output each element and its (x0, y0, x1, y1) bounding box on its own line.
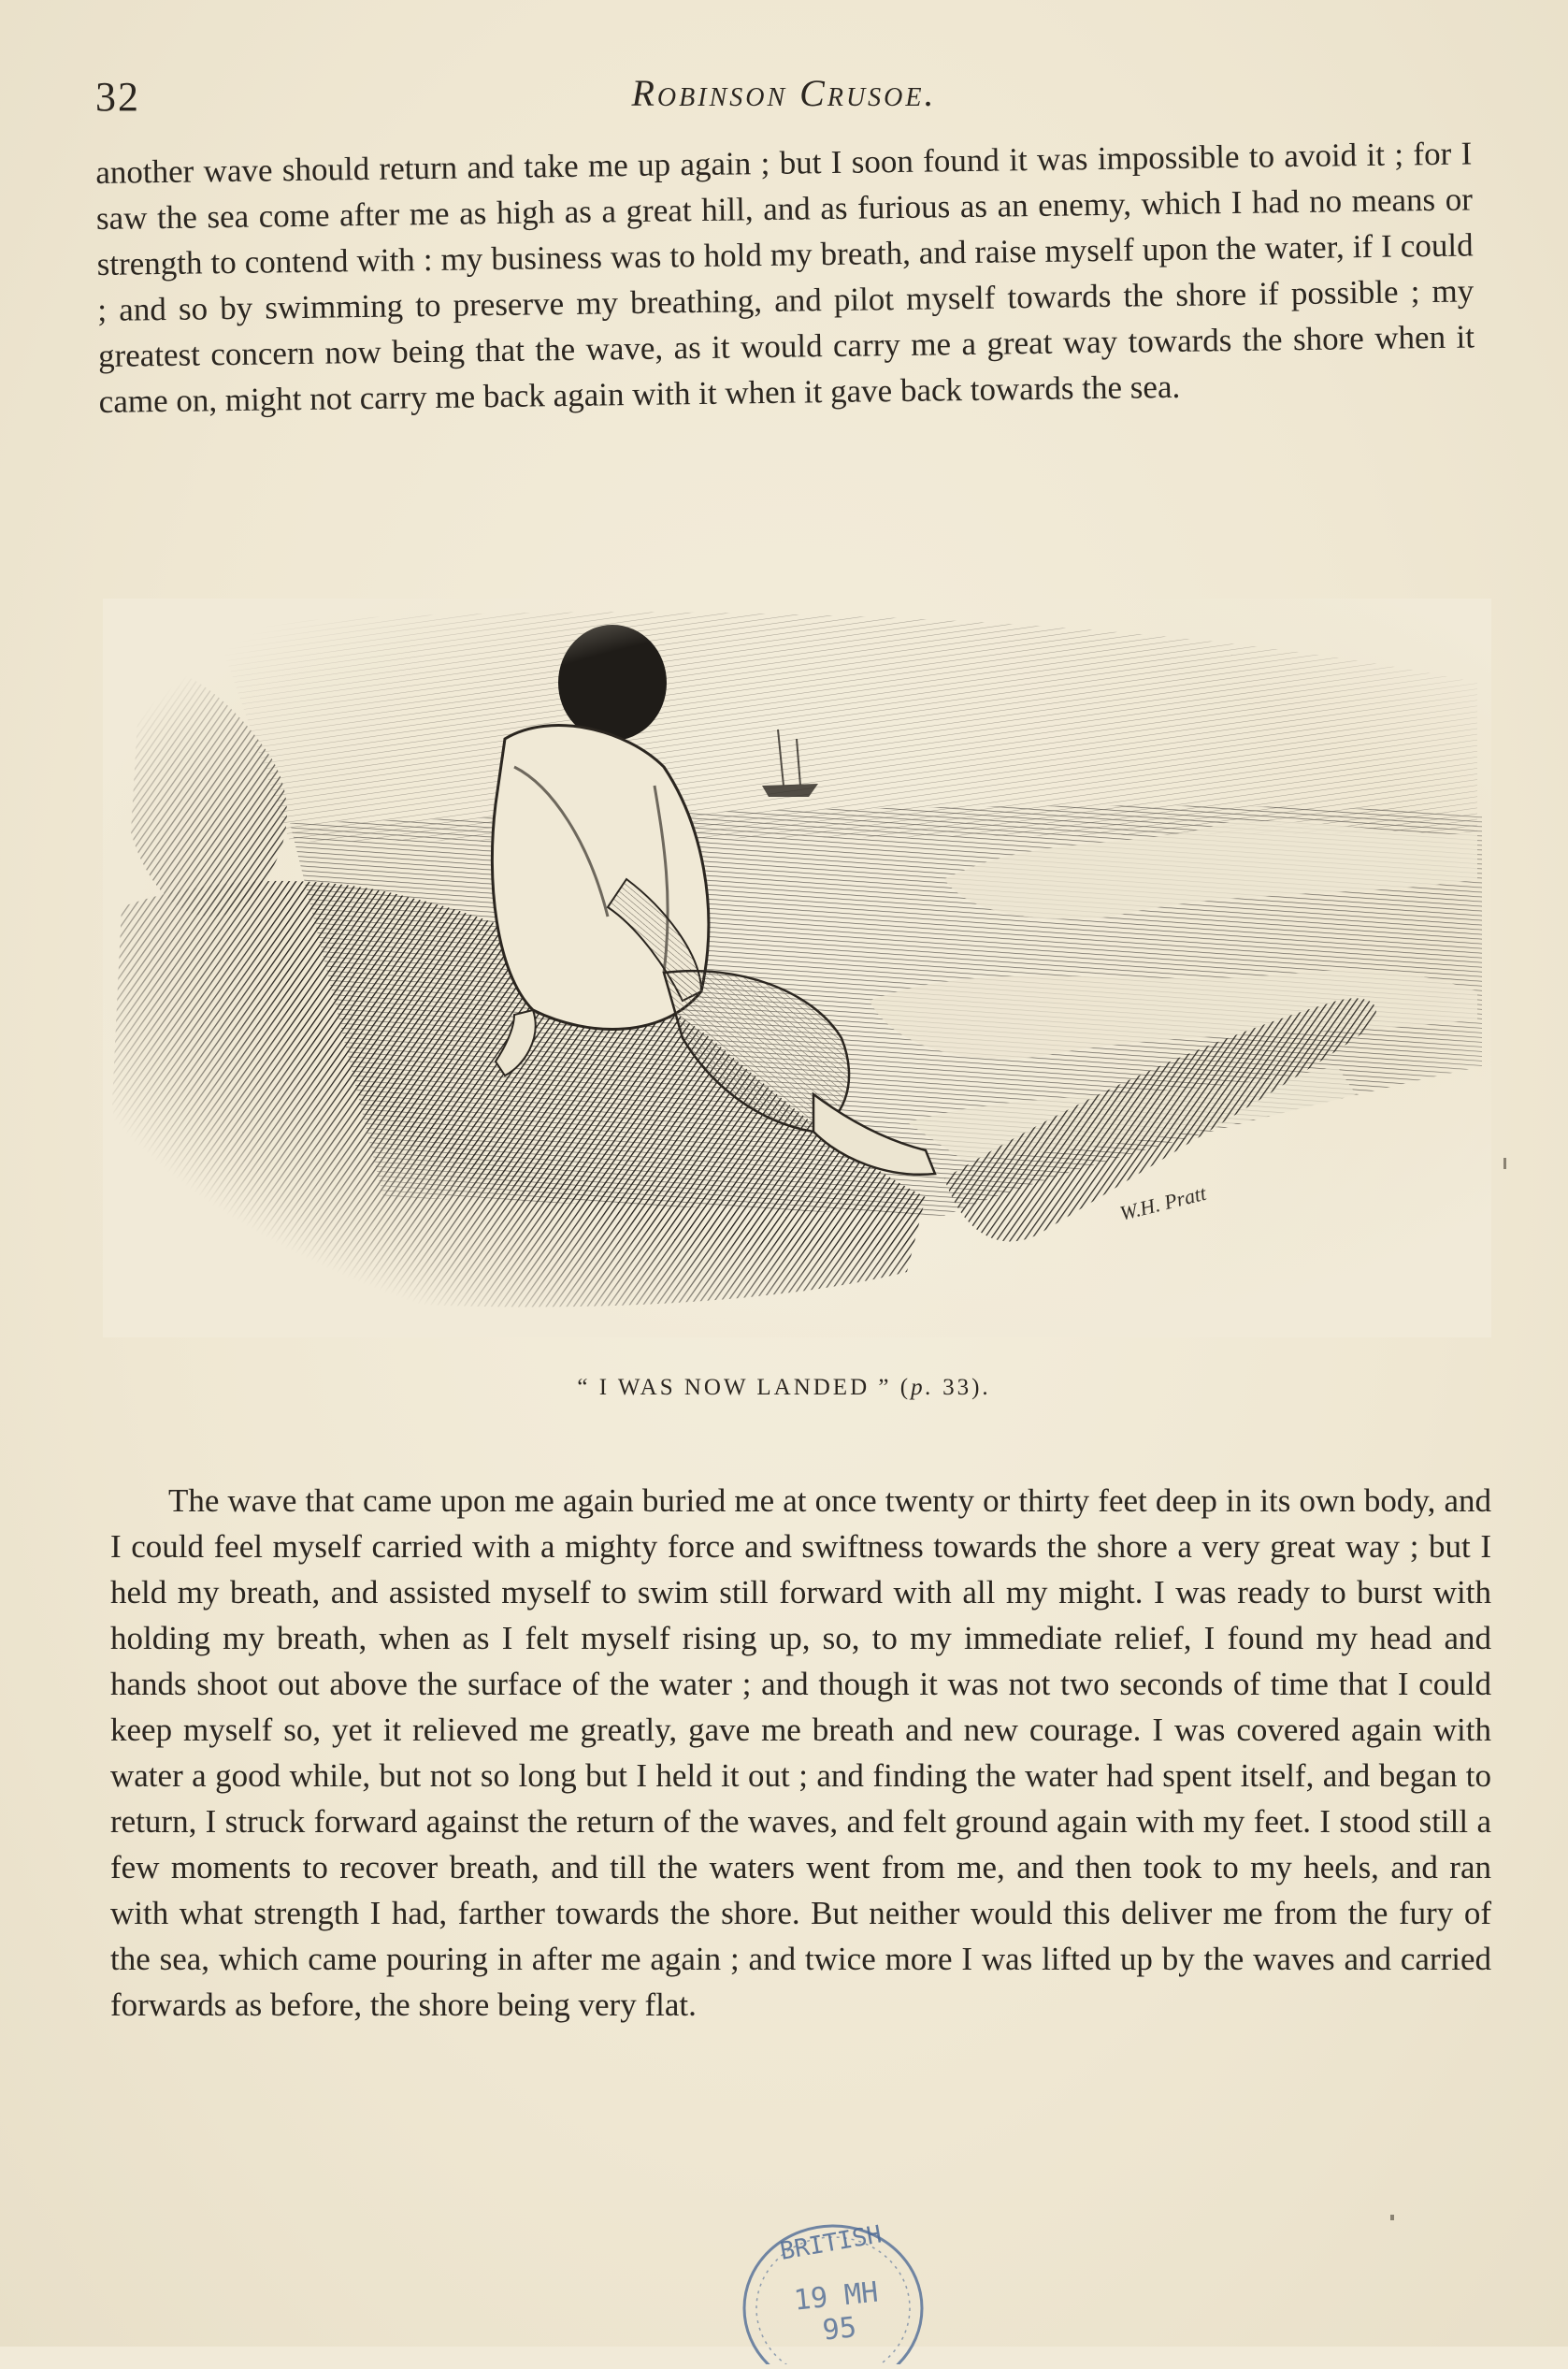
stamp-date: 19 MH 95 (792, 2275, 880, 2347)
page-number: 32 (95, 74, 140, 120)
caption-text: “ I WAS NOW LANDED ” (577, 1375, 892, 1400)
caption-ref-page: p. (911, 1375, 934, 1400)
caption-ref-open: ( (899, 1375, 912, 1400)
caption-ref-close: ). (971, 1375, 991, 1400)
paragraph-top: another wave should return and take me up again ; but I soon found it was impossible to avoid it ; for I saw the sea come after me as high as a great hill, and as furious as an enemy, which I had no means or strength to contend with : my business was to hold my breath, and raise myself upon the water, if I could ; and so by swimming to preserve my breathing, and pilot myself towards the shore if possible ; my greatest concern now being that the wave, as it would carry me a great way towards the shore when it came on, might not carry me back again with it when it gave back towards the sea. (95, 135, 1475, 420)
page-header (0, 64, 1568, 129)
margin-mark (1503, 1158, 1506, 1169)
margin-mark (1390, 2215, 1394, 2220)
illustration-caption (0, 1375, 1568, 1401)
engraving-illustration (103, 599, 1491, 1337)
svg-text:BRITISH: BRITISH (778, 2220, 885, 2266)
caption-ref-number: 33 (942, 1375, 972, 1400)
library-stamp (726, 2215, 941, 2364)
running-title: Robinson Crusoe. (631, 72, 937, 114)
paragraph-bottom: The wave that came upon me again buried me at once twenty or thirty feet deep in its own body, and I could feel myself carried with a mighty force and swiftness towards the shore a very great way ; but I held my breath, and assisted myself to swim still forward with all my might. I was ready to burst with holding my breath, when as I felt myself rising up, so, to my immediate relief, I found my head and hands shoot out above the surface of the water ; and though it was not two seconds of time that I could keep myself so, yet it relieved me greatly, gave me breath and new courage. I was covered again with water a good while, but not so long but I held it out ; and finding the water had spent itself, and began to return, I struck forward against the return of the waves, and felt ground again with my feet. I stood still a few moments to recover breath, and till the waters went from me, and then took to my heels, and ran with what strength I had, farther towards the shore. But neither would this deliver me from the fury of the sea, which came pouring in after me again ; and twice more I was lifted up by the waves and carried forwards as before, the shore being very flat. (110, 1482, 1491, 2023)
